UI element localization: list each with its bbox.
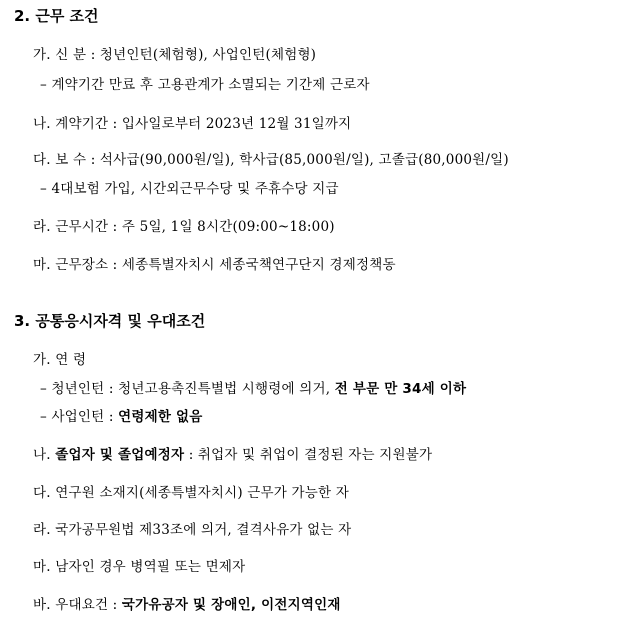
section-3-item-ba [33,593,341,613]
section-2-item-ra: 라. 근무시간 : 주 5일, 1일 8시간(09:00~18:00) [33,219,335,235]
section-2-item-ga: 가. 신 분 : 청년인턴(체험형), 사업인턴(체험형) [33,47,317,63]
section-2-heading: 2. 근무 조건 [14,7,99,25]
graduate-requirement: 졸업자 및 졸업예정자 [55,447,185,463]
item-na-marker: 나. [33,447,56,463]
section-2-item-na: 나. 계약기간 : 입사일로부터 2023년 12월 31일까지 [33,116,352,132]
section-3-heading: 3. 공통응시자격 및 우대조건 [14,312,206,330]
section-3-item-na [33,443,432,463]
section-3-item-ga-sub2 [40,405,203,425]
business-intern-label: – 사업인턴 : [40,409,119,425]
section-3-item-ra: 라. 국가공무원법 제33조에 의거, 결격사유가 없는 자 [33,522,352,538]
preference-label: 바. 우대요건 : [33,597,122,613]
section-3-item-ma: 마. 남자인 경우 병역필 또는 면제자 [33,559,246,575]
section-2-item-ma: 마. 근무장소 : 세종특별자치시 세종국책연구단지 경제정책동 [33,257,396,273]
preference-conditions: 국가유공자 및 장애인, 이전지역인재 [121,597,341,613]
youth-intern-age-limit: 전 부문 만 34세 이하 [334,381,467,397]
section-3-item-da: 다. 연구원 소재지(세종특별자치시) 근무가 가능한 자 [33,485,349,501]
section-2-item-da: 다. 보 수 : 석사급(90,000원/일), 학사급(85,000원/일), 고졸급(80,000원/일) [33,152,509,168]
business-intern-age-limit: 연령제한 없음 [118,409,203,425]
graduate-requirement-note: : 취업자 및 취업이 결정된 자는 지원불가 [184,447,433,463]
section-3-item-ga: 가. 연 령 [33,352,87,368]
section-2-item-da-sub: – 4대보험 가입, 시간외근무수당 및 주휴수당 지급 [40,181,339,197]
youth-intern-condition: – 청년인턴 : 청년고용촉진특별법 시행령에 의거, [40,381,335,397]
section-2-item-ga-sub: – 계약기간 만료 후 고용관계가 소멸되는 기간제 근로자 [40,77,370,93]
section-3-item-ga-sub1 [40,377,466,397]
